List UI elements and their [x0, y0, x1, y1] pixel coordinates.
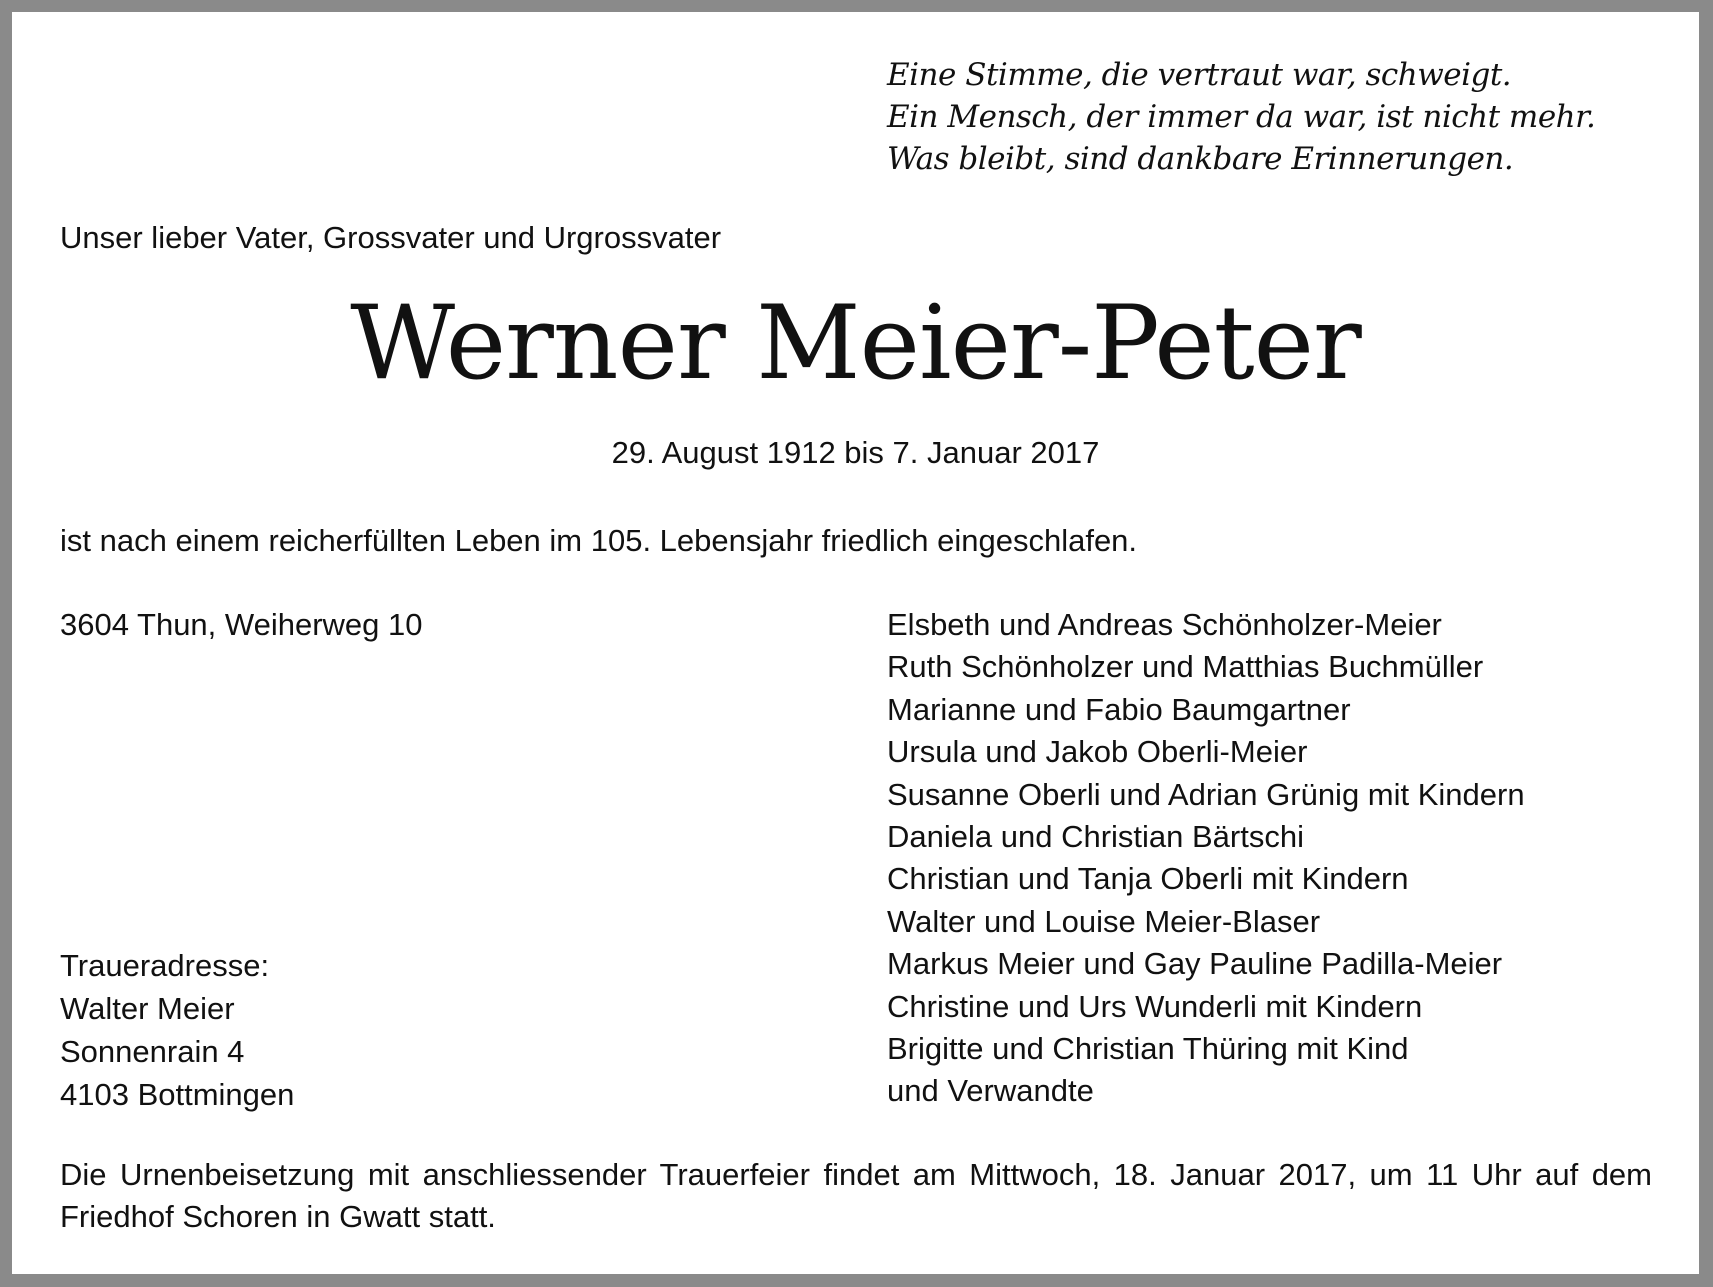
- poem-line: Eine Stimme, die vertraut war, schweigt.: [887, 57, 1512, 93]
- family-list: [887, 604, 1525, 1113]
- family-member: Daniela und Christian Bärtschi: [887, 819, 1304, 855]
- obituary-notice: [12, 12, 1699, 1274]
- family-member: Marianne und Fabio Baumgartner: [887, 691, 1351, 727]
- family-member: Ursula und Jakob Oberli-Meier: [887, 734, 1308, 770]
- mourning-address-label: Traueradresse:: [60, 948, 270, 983]
- home-address: 3604 Thun, Weiherweg 10: [60, 607, 423, 642]
- mourning-address: [60, 944, 294, 1116]
- family-member: Walter und Louise Meier-Blaser: [887, 903, 1321, 939]
- mourning-address-name: Walter Meier: [60, 991, 235, 1026]
- ceremony-notice: Die Urnenbeisetzung mit anschliessender Trauerfeier findet am Mittwoch, 18. Januar 2017, um 11 Uhr auf dem Friedhof Schoren in Gwatt statt.: [60, 1157, 1652, 1234]
- family-member: Susanne Oberli und Adrian Grünig mit Kindern: [887, 776, 1525, 812]
- death-statement: ist nach einem reicherfüllten Leben im 105. Lebensjahr friedlich eingeschlafen.: [60, 523, 1138, 558]
- life-dates: 29. August 1912 bis 7. Januar 2017: [611, 435, 1100, 470]
- family-member: Elsbeth und Andreas Schönholzer-Meier: [887, 607, 1442, 642]
- poem: [887, 54, 1595, 180]
- family-member: Brigitte und Christian Thüring mit Kind: [887, 1031, 1409, 1067]
- family-member: Christine und Urs Wunderli mit Kindern: [887, 988, 1423, 1024]
- family-member: Christian und Tanja Oberli mit Kindern: [887, 861, 1409, 897]
- family-member: Markus Meier und Gay Pauline Padilla-Meier: [887, 946, 1503, 982]
- intro-text: Unser lieber Vater, Grossvater und Urgrossvater: [60, 220, 722, 255]
- deceased-name: Werner Meier-Peter: [350, 284, 1361, 403]
- family-member: Ruth Schönholzer und Matthias Buchmüller: [887, 649, 1484, 685]
- poem-line: Ein Mensch, der immer da war, ist nicht mehr.: [887, 99, 1596, 135]
- family-member: und Verwandte: [887, 1073, 1094, 1109]
- mourning-address-city: 4103 Bottmingen: [60, 1077, 295, 1112]
- mourning-address-street: Sonnenrain 4: [60, 1034, 245, 1069]
- poem-line: Was bleibt, sind dankbare Erinnerungen.: [887, 141, 1514, 177]
